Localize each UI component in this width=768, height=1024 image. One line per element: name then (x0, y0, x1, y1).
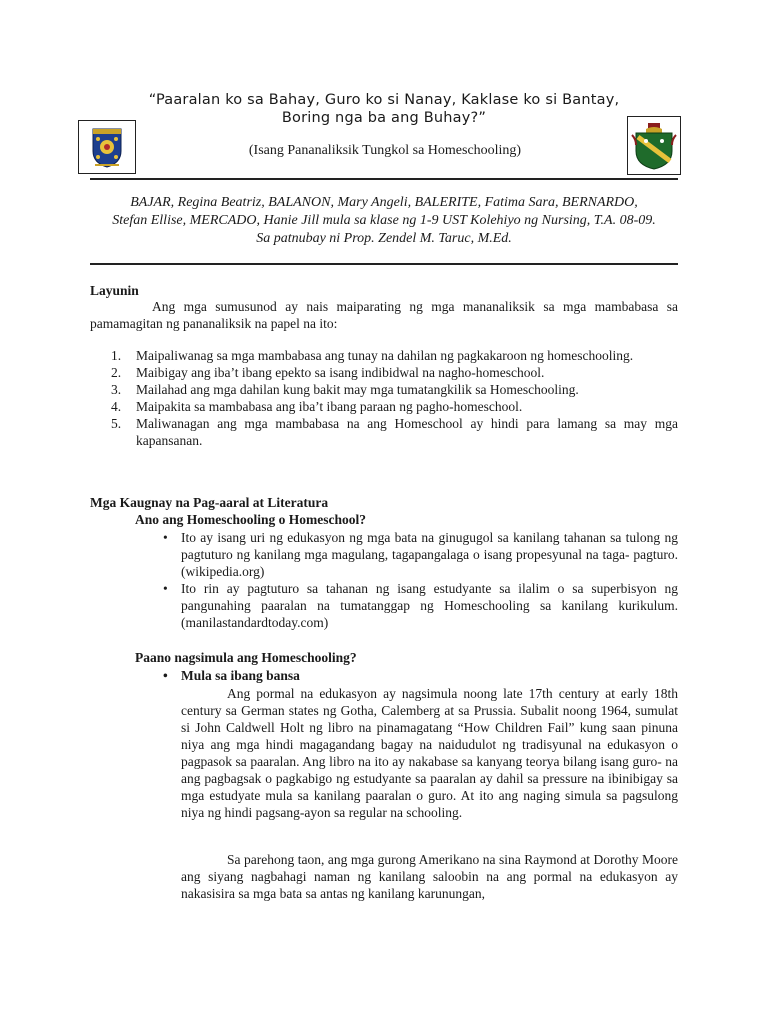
right-logo (627, 116, 681, 175)
authors-line-1: BAJAR, Regina Beatriz, BALANON, Mary Angeli, BALERITE, Fatima Sara, BERNARDO, (130, 195, 638, 210)
objectives-list (90, 347, 678, 449)
kaugnay-subheading: Ano ang Homeschooling o Homeschool? (135, 512, 367, 527)
paano-subitem (159, 667, 678, 684)
paano-bullet-item (159, 667, 678, 684)
paano-paragraph-1 (181, 685, 678, 821)
objective-text: Maliwanagan ang mga mambabasa na ang Homeschool ay hindi para lamang sa may mga kapansanan. (136, 416, 678, 448)
objective-number: 1. (111, 348, 122, 363)
paano-paragraph-2 (181, 851, 678, 902)
objective-item (90, 398, 678, 415)
objective-text: Maibigay ang iba’t ibang epekto sa isang indibidwal na nagho-homeschool. (136, 365, 545, 380)
objective-item (90, 347, 678, 364)
title-line-2: Boring nga ba ang Buhay?” (281, 110, 487, 126)
ust-crest-icon (79, 121, 135, 173)
paano-subitem-label: Mula sa ibang bansa (181, 668, 300, 683)
objective-number: 5. (111, 416, 122, 431)
document-subtitle: (Isang Pananaliksik Tungkol sa Homeschooling) (248, 143, 522, 158)
nursing-crest-icon (628, 117, 680, 174)
definition-text: Ito rin ay pagtuturo sa tahanan ng isang estudyante sa ilalim o sa superbisyon ng pangunahing paaralan na tumatanggap ng Homeschooling sa kanilang kurikulum. (manilastandardtoday.com) (181, 581, 678, 630)
definition-list (159, 529, 678, 631)
document-title (90, 91, 678, 127)
layunin-heading: Layunin (90, 283, 139, 298)
bullet-icon: • (163, 530, 168, 545)
paano-paragraph-1-text: Ang pormal na edukasyon ay nagsimula noong late 17th century at early 18th century sa German states ng Gotha, Calemberg at sa Prussia. Subalit noong 1964, sumulat si John Caldwell Holt ng libro na pinamagatang “How Children Fail” kung saan pinuna niya ang mga hindi magagandang bagay na naidudulot ng tradisyunal na edukasyon o pagpasok sa paaralan. Ang libro na ito ay nakabase sa kanyang teorya bilang isang guro- na ang pagbagsak o pagkabigo ng estudyante sa paaralan ay dahil sa pressure na ibinibigay sa mga estudyate mula sa kanilang paaralan o guro. At ito ang naging simula sa pagsulong niya ng hindi pagsang-ayon sa regular na schooling. (181, 686, 678, 820)
paano-paragraph-2-text: Sa parehong taon, ang mga gurong Amerikano na sina Raymond at Dorothy Moore ang siyang nagbahagi naman ng kanilang saloobin na ang pormal na edukasyon ay nakasisira sa mga bata sa antas ng kanilang karunungan, (181, 852, 678, 901)
paano-heading: Paano nagsimula ang Homeschooling? (135, 650, 357, 665)
layunin-intro (90, 298, 678, 332)
bullet-icon: • (163, 668, 168, 683)
objective-item (90, 364, 678, 381)
layunin-intro-text: Ang mga sumusunod ay nais maiparating ng mga mananaliksik sa mga mambabasa sa pamamagitan ng pananaliksik na papel na ito: (90, 299, 678, 331)
header-divider (90, 178, 678, 180)
bullet-icon: • (163, 581, 168, 596)
definition-item (159, 529, 678, 580)
left-logo (78, 120, 136, 174)
advisor-line: Sa patnubay ni Prop. Zendel M. Taruc, M.Ed. (256, 231, 512, 246)
objective-text: Maipakita sa mambabasa ang iba’t ibang paraan ng pagho-homeschool. (136, 399, 523, 414)
objective-number: 3. (111, 382, 122, 397)
definition-text: Ito ay isang uri ng edukasyon ng mga bata na ginugugol sa kanilang tahanan sa tulong ng pagtuturo ng kanilang mga magulang, tagapangalaga o isang propesyunal na taga- pagturo. (wikipedia.org) (181, 530, 678, 579)
authors-divider (90, 263, 678, 265)
objective-text: Maipaliwanag sa mga mambabasa ang tunay na dahilan ng pagkakaroon ng homeschooling. (136, 348, 634, 363)
objective-item (90, 415, 678, 449)
objective-text: Mailahad ang mga dahilan kung bakit may mga tumatangkilik sa Homeschooling. (136, 382, 579, 397)
objective-item (90, 381, 678, 398)
title-line-1: “Paaralan ko sa Bahay, Guro ko si Nanay, Kaklase ko si Bantay, (148, 92, 620, 108)
authors-block (90, 194, 678, 248)
kaugnay-heading: Mga Kaugnay na Pag-aaral at Literatura (90, 495, 329, 510)
authors-line-2: Stefan Ellise, MERCADO, Hanie Jill mula sa klase ng 1-9 UST Kolehiyo ng Nursing, T.A. 08-09. (112, 213, 656, 228)
objective-number: 2. (111, 365, 122, 380)
definition-item (159, 580, 678, 631)
objective-number: 4. (111, 399, 122, 414)
